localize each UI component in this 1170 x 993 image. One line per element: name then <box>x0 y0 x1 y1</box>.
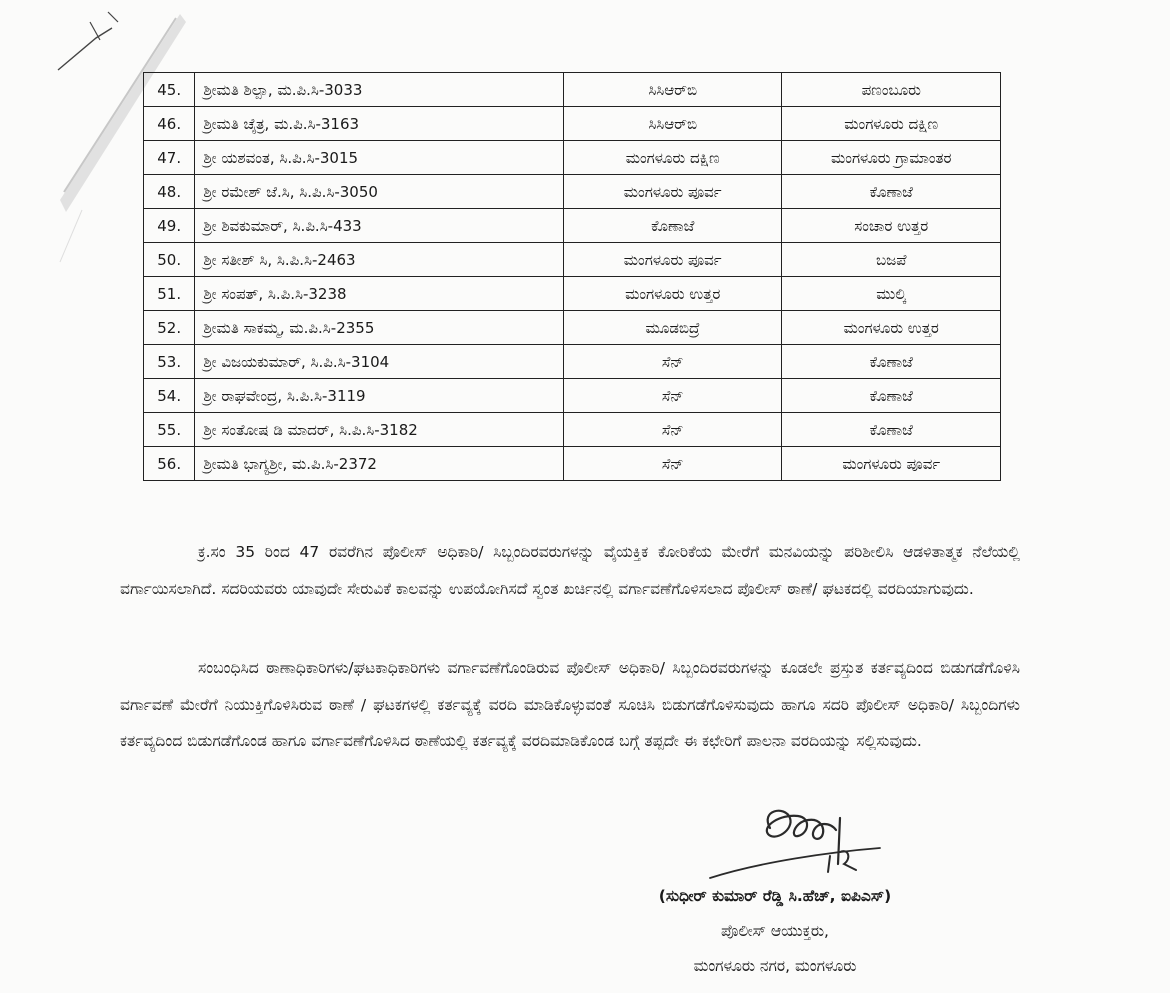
officer-name-cell: ಶ್ರೀ ಶಿವಕುಮಾರ್, ಸಿ.ಪಿ.ಸಿ-433 <box>195 209 564 243</box>
table-row <box>144 243 1001 277</box>
transfer-to-cell: ಮಂಗಳೂರು ಪೂರ್ವ <box>782 447 1001 481</box>
paragraph-1 <box>120 534 1020 607</box>
paragraph-1-text: ಕ್ರ.ಸಂ 35 ರಿಂದ 47 ರವರೆಗಿನ ಪೊಲೀಸ್ ಅಧಿಕಾರಿ/ ಸಿಬ್ಬಂದಿರವರುಗಳನ್ನು ವೈಯಕ್ತಿಕ ಕೋರಿಕೆಯ ಮೇರೆಗೆ ಮನವಿಯನ್ನು ಪರಿಶೀಲಿಸಿ ಆಡಳಿತಾತ್ಮಕ ನೆಲೆಯಲ್ಲಿ ವರ್ಗಾಯಿಸಲಾಗಿದೆ. ಸದರಿಯವರು ಯಾವುದೇ ಸೇರುವಿಕೆ ಕಾಲವನ್ನು ಉಪಯೋಗಿಸದೆ ಸ್ವಂತ ಖರ್ಚಿನಲ್ಲಿ ವರ್ಗಾವಣೆಗೊಳಿಸಲಾದ ಪೊಲೀಸ್ ಠಾಣೆ/ ಘಟಕದಲ್ಲಿ ವರದಿಯಾಗುವುದು. <box>120 543 1020 598</box>
transfer-from-cell: ಮಂಗಳೂರು ಪೂರ್ವ <box>563 175 782 209</box>
officer-name-cell: ಶ್ರೀ ರಮೇಶ್ ಜೆ.ಸಿ, ಸಿ.ಪಿ.ಸಿ-3050 <box>195 175 564 209</box>
transfer-to-cell: ಕೊಣಾಜೆ <box>782 175 1001 209</box>
table-row <box>144 447 1001 481</box>
paragraph-2 <box>120 650 1020 760</box>
table-row <box>144 345 1001 379</box>
row-number-cell: 53. <box>144 345 195 379</box>
transfer-from-cell: ಕೊಣಾಜೆ <box>563 209 782 243</box>
row-number-cell: 55. <box>144 413 195 447</box>
transfer-from-cell: ಸೆನ್ <box>563 413 782 447</box>
row-number-cell: 54. <box>144 379 195 413</box>
table-row <box>144 277 1001 311</box>
row-number-cell: 56. <box>144 447 195 481</box>
signatory-office: ಮಂಗಳೂರು ನಗರ, ಮಂಗಳೂರು <box>693 957 857 975</box>
transfer-to-cell: ಮಂಗಳೂರು ದಕ್ಷಿಣ <box>782 107 1001 141</box>
handwritten-signature <box>690 800 890 880</box>
paragraph-2-text: ಸಂಬಂಧಿಸಿದ ಠಾಣಾಧಿಕಾರಿಗಳು/ಘಟಕಾಧಿಕಾರಿಗಳು ವರ್ಗಾವಣೆಗೊಂಡಿರುವ ಪೊಲೀಸ್ ಅಧಿಕಾರಿ/ ಸಿಬ್ಬಂದಿರವರುಗಳನ್ನು ಕೂಡಲೇ ಪ್ರಸ್ತುತ ಕರ್ತವ್ಯದಿಂದ ಬಿಡುಗಡೆಗೊಳಿಸಿ ವರ್ಗಾವಣೆ ಮೇರೆಗೆ ನಿಯುಕ್ತಿಗೊಳಿಸಿರುವ ಠಾಣೆ / ಘಟಕಗಳಲ್ಲಿ ಕರ್ತವ್ಯಕ್ಕೆ ವರದಿ ಮಾಡಿಕೊಳ್ಳುವಂತೆ ಸೂಚಿಸಿ ಬಿಡುಗಡೆಗೊಳಿಸುವುದು ಹಾಗೂ ಸದರಿ ಪೊಲೀಸ್ ಅಧಿಕಾರಿ/ ಸಿಬ್ಬಂದಿಗಳು ಕರ್ತವ್ಯದಿಂದ ಬಿಡುಗಡೆಗೊಂಡ ಹಾಗೂ ವರ್ಗಾವಣೆಗೊಳಿಸಿದ ಠಾಣೆಯಲ್ಲಿ ಕರ್ತವ್ಯಕ್ಕೆ ವರದಿಮಾಡಿಕೊಂಡ ಬಗ್ಗೆ ತಪ್ಪದೇ ಈ ಕಛೇರಿಗೆ ಪಾಲನಾ ವರದಿಯನ್ನು ಸಲ್ಲಿಸುವುದು. <box>120 659 1020 750</box>
row-number-cell: 49. <box>144 209 195 243</box>
transfer-to-cell: ಮಂಗಳೂರು ಉತ್ತರ <box>782 311 1001 345</box>
transfer-from-cell: ಸೆನ್ <box>563 447 782 481</box>
officer-name-cell: ಶ್ರೀಮತಿ ಭಾಗ್ಯಶ್ರೀ, ಮ.ಪಿ.ಸಿ-2372 <box>195 447 564 481</box>
table-row <box>144 413 1001 447</box>
transfer-from-cell: ಮಂಗಳೂರು ಉತ್ತರ <box>563 277 782 311</box>
transfer-from-cell: ಸಿಸಿಆರ್‌ಬಿ <box>563 73 782 107</box>
row-number-cell: 47. <box>144 141 195 175</box>
officer-name-cell: ಶ್ರೀ ಸಂತೋಷ ಡಿ ಮಾದರ್, ಸಿ.ಪಿ.ಸಿ-3182 <box>195 413 564 447</box>
officer-name-cell: ಶ್ರೀ ರಾಘವೇಂದ್ರ, ಸಿ.ಪಿ.ಸಿ-3119 <box>195 379 564 413</box>
table-row <box>144 209 1001 243</box>
transfer-from-cell: ಸೆನ್ <box>563 345 782 379</box>
transfer-to-cell: ಕೊಣಾಜೆ <box>782 413 1001 447</box>
transfer-to-cell: ಬಜಪೆ <box>782 243 1001 277</box>
signatory-name: (ಸುಧೀರ್ ಕುಮಾರ್ ರೆಡ್ಡಿ ಸಿ.ಹೆಚ್, ಐಪಿಎಸ್) <box>658 887 892 905</box>
officer-name-cell: ಶ್ರೀ ವಿಜಯಕುಮಾರ್, ಸಿ.ಪಿ.ಸಿ-3104 <box>195 345 564 379</box>
row-number-cell: 50. <box>144 243 195 277</box>
transfer-from-cell: ಮಂಗಳೂರು ದಕ್ಷಿಣ <box>563 141 782 175</box>
transfer-from-cell: ಮೂಡಬಿದ್ರೆ <box>563 311 782 345</box>
transfer-from-cell: ಸಿಸಿಆರ್‌ಬಿ <box>563 107 782 141</box>
transfer-to-cell: ಮಂಗಳೂರು ಗ್ರಾಮಾಂತರ <box>782 141 1001 175</box>
transfer-from-cell: ಮಂಗಳೂರು ಪೂರ್ವ <box>563 243 782 277</box>
officer-name-cell: ಶ್ರೀ ಸಂಪತ್, ಸಿ.ಪಿ.ಸಿ-3238 <box>195 277 564 311</box>
officer-name-cell: ಶ್ರೀ ಯಶವಂತ, ಸಿ.ಪಿ.ಸಿ-3015 <box>195 141 564 175</box>
transfer-table <box>143 72 1001 481</box>
transfer-to-cell: ಮುಲ್ಕಿ <box>782 277 1001 311</box>
table-row <box>144 73 1001 107</box>
row-number-cell: 45. <box>144 73 195 107</box>
row-number-cell: 46. <box>144 107 195 141</box>
row-number-cell: 48. <box>144 175 195 209</box>
officer-name-cell: ಶ್ರೀ ಸತೀಶ್ ಸಿ, ಸಿ.ಪಿ.ಸಿ-2463 <box>195 243 564 277</box>
transfer-from-cell: ಸೆನ್ <box>563 379 782 413</box>
table-row <box>144 379 1001 413</box>
row-number-cell: 52. <box>144 311 195 345</box>
table-row <box>144 141 1001 175</box>
transfer-to-cell: ಕೊಣಾಜೆ <box>782 379 1001 413</box>
table-row <box>144 107 1001 141</box>
officer-name-cell: ಶ್ರೀಮತಿ ಶಿಲ್ಪಾ, ಮ.ಪಿ.ಸಿ-3033 <box>195 73 564 107</box>
officer-name-cell: ಶ್ರೀಮತಿ ಚೈತ್ರ, ಮ.ಪಿ.ಸಿ-3163 <box>195 107 564 141</box>
transfer-to-cell: ಸಂಚಾರ ಉತ್ತರ <box>782 209 1001 243</box>
table-row <box>144 311 1001 345</box>
transfer-to-cell: ಕೊಣಾಜೆ <box>782 345 1001 379</box>
row-number-cell: 51. <box>144 277 195 311</box>
transfer-to-cell: ಪಣಂಬೂರು <box>782 73 1001 107</box>
table-row <box>144 175 1001 209</box>
signatory-title: ಪೊಲೀಸ್ ಆಯುಕ್ತರು, <box>721 922 829 940</box>
officer-name-cell: ಶ್ರೀಮತಿ ಸಾಕಮ್ಮ, ಮ.ಪಿ.ಸಿ-2355 <box>195 311 564 345</box>
